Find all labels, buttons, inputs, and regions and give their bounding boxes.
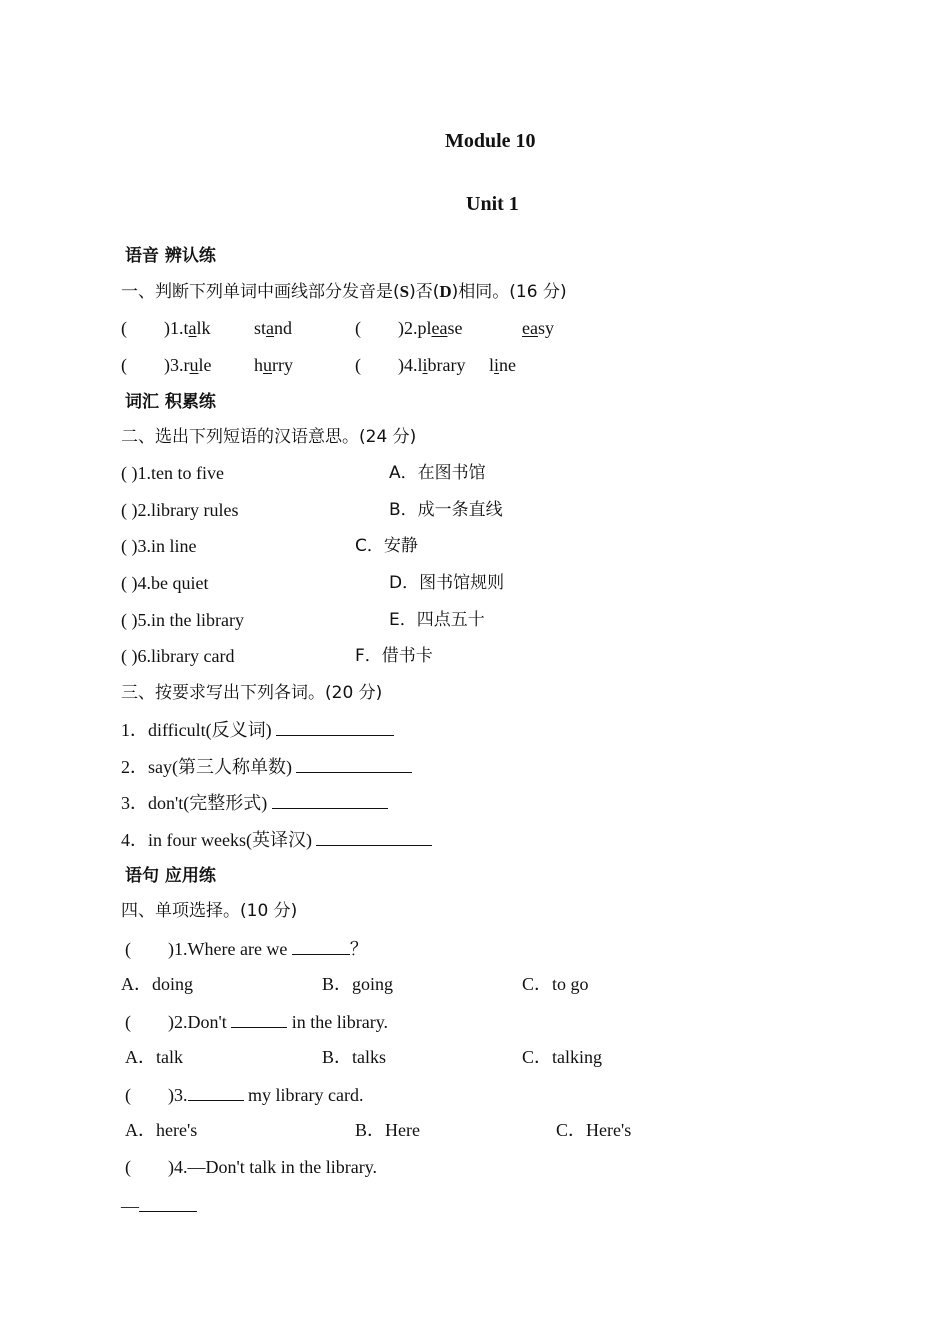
pron-item-3-word2: hurry — [254, 355, 293, 375]
mc-option[interactable]: B．Here — [355, 1120, 420, 1140]
answer-blank[interactable] — [292, 937, 350, 955]
question-title-3: 三、按要求写出下列各词。(20 分) — [121, 683, 383, 703]
section-heading-vocabulary: 词汇 积累练 — [125, 392, 216, 412]
answer-blank[interactable] — [231, 1010, 287, 1028]
phrase-option: C．安静 — [355, 536, 418, 556]
phrase-item: ( )6.library card — [121, 646, 235, 666]
mc-option[interactable]: A．talk — [125, 1047, 183, 1067]
pron-item-4: ( )4.library — [355, 355, 466, 375]
mc-option[interactable]: B．talks — [322, 1047, 387, 1067]
mc-option[interactable]: C．to go — [522, 974, 589, 994]
word-item: 3．don't(完整形式) — [121, 791, 388, 814]
pron-item-4-word2: line — [489, 355, 517, 375]
answer-blank[interactable] — [316, 828, 432, 846]
pron-item-2: ( )2.please — [355, 318, 463, 338]
unit-title: Unit 1 — [466, 193, 519, 215]
answer-blank[interactable] — [272, 791, 388, 809]
mc-question-4-reply: — — [121, 1194, 197, 1217]
mc-option[interactable]: A．doing — [121, 974, 193, 994]
mc-option[interactable]: B．going — [322, 974, 394, 994]
mc-question-1: ( )1.Where are we ？ — [125, 939, 368, 959]
mc-option[interactable]: A．here's — [125, 1120, 198, 1140]
mc-option[interactable]: C．talking — [522, 1047, 602, 1067]
answer-blank[interactable] — [276, 718, 394, 736]
mc-option[interactable]: C．Here's — [556, 1120, 632, 1140]
phrase-option: A．在图书馆 — [389, 463, 486, 483]
mc-question-3: ( )3. my library card. — [125, 1085, 364, 1105]
phrase-item: ( )5.in the library — [121, 610, 244, 630]
pron-item-1-word2: stand — [254, 318, 293, 338]
phrase-item: ( )1.ten to five — [121, 463, 224, 483]
pron-item-2-word2: easy — [522, 318, 554, 338]
section-heading-sentence: 语句 应用练 — [125, 866, 216, 886]
question-title-1: 一、判断下列单词中画线部分发音是(S)否(D)相同。(16 分) — [121, 282, 567, 302]
pron-item-3: ( )3.rule — [121, 355, 212, 375]
question-title-4: 四、单项选择。(10 分) — [121, 901, 298, 921]
mc-question-4: ( )4.—Don't talk in the library. — [125, 1157, 378, 1177]
phrase-option: D．图书馆规则 — [389, 573, 505, 593]
phrase-item: ( )3.in line — [121, 536, 197, 556]
phrase-option: F．借书卡 — [355, 646, 433, 666]
section-heading-pronunciation: 语音 辨认练 — [125, 246, 216, 266]
word-item: 1．difficult(反义词) — [121, 718, 394, 741]
pron-item-1: ( )1.talk — [121, 318, 211, 338]
phrase-option: E．四点五十 — [389, 610, 485, 630]
word-item: 4．in four weeks(英译汉) — [121, 828, 432, 851]
answer-blank[interactable] — [139, 1194, 197, 1212]
answer-blank[interactable] — [188, 1083, 244, 1101]
mc-question-2: ( )2.Don't in the library. — [125, 1012, 389, 1032]
module-title: Module 10 — [445, 130, 536, 152]
question-title-2: 二、选出下列短语的汉语意思。(24 分) — [121, 427, 417, 447]
phrase-item: ( )4.be quiet — [121, 573, 209, 593]
phrase-item: ( )2.library rules — [121, 500, 239, 520]
word-item: 2．say(第三人称单数) — [121, 755, 412, 778]
phrase-option: B．成一条直线 — [389, 500, 503, 520]
answer-blank[interactable] — [296, 755, 412, 773]
